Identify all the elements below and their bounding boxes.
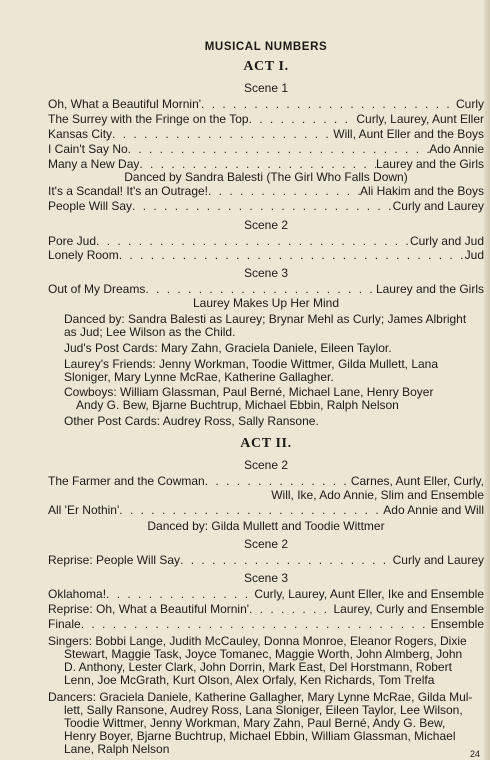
- dance-credit: Danced by: Gilda Mullett and Toodie Wittmer: [147, 519, 385, 533]
- song-row: [48, 234, 484, 248]
- song-title: Oklahoma!: [48, 587, 107, 601]
- other-post-cards: Other Post Cards: Audrey Ross, Sally Ransone.: [64, 414, 319, 428]
- dancers-line: Henry Boyer, Bjarne Buchtrup, Michael Ebbin, William Glassman, Michael: [64, 729, 456, 743]
- song-title: The Surrey with the Fringe on the Top: [48, 112, 249, 126]
- ballet-dancers-cont: as Jud; Lee Wilson as the Child.: [64, 325, 236, 339]
- song-title: Out of My Dreams: [48, 282, 146, 296]
- singers-line: Singers: Bobbi Lange, Judith McCauley, Donna Monroe, Eleanor Rogers, Dixie: [48, 634, 467, 648]
- song-performers: Carnes, Aunt Eller, Curly,: [350, 474, 484, 488]
- song-performers: Ado Annie and Will: [383, 503, 484, 517]
- ballet-dancers: Danced by: Sandra Balesti as Laurey; Brynar Mehl as Curly; James Albright: [64, 312, 467, 326]
- song-performers: Will, Aunt Eller and the Boys: [333, 127, 484, 141]
- song-title: Reprise: Oh, What a Beautiful Mornin': [48, 602, 250, 616]
- singers-line: Stewart, Maggie Task, Joyce Tomanec, Maggie Worth, John Almberg, John: [64, 647, 463, 661]
- song-performers: Curly and Laurey: [392, 199, 484, 213]
- page-edge: [484, 0, 490, 760]
- act-1-scene-3: Scene 3: [243, 266, 289, 280]
- song-row: [48, 248, 484, 262]
- song-row: [48, 282, 484, 296]
- song-performers-cont: Will, Ike, Ado Annie, Slim and Ensemble: [271, 488, 484, 502]
- act-1-scene-2: Scene 2: [243, 218, 289, 232]
- laureys-friends: Laurey's Friends: Jenny Workman, Toodie Wittmer, Gilda Mullett, Lana: [64, 357, 439, 371]
- song-performers: Ali Hakim and the Boys: [359, 184, 484, 198]
- page-number: 24: [470, 749, 481, 759]
- song-title: Lonely Room: [48, 248, 119, 262]
- song-performers: Laurey, Curly and Ensemble: [333, 602, 484, 616]
- song-title: The Farmer and the Cowman: [48, 474, 205, 488]
- song-row: [48, 553, 484, 567]
- song-row: [48, 587, 484, 601]
- song-row: [48, 184, 484, 198]
- song-row: [48, 474, 484, 488]
- song-title: Finale: [48, 617, 81, 631]
- act-2-scene-3: Scene 3: [243, 571, 289, 585]
- song-title: Kansas City: [48, 127, 113, 141]
- song-performers: Laurey and the Girls: [375, 157, 484, 171]
- song-title: All 'Er Nothin': [48, 503, 120, 517]
- song-title: People Will Say: [48, 199, 133, 213]
- cowboys-cont: Andy G. Bew, Bjarne Buchtrup, Michael Ebbin, Ralph Nelson: [76, 398, 399, 412]
- song-performers: Laurey and the Girls: [375, 282, 484, 296]
- act-2-scene-2b: Scene 2: [243, 537, 289, 551]
- act-2-scene-2: Scene 2: [243, 458, 289, 472]
- song-performers: Curly, Laurey, Aunt Eller: [356, 112, 484, 126]
- song-title: It's a Scandal! It's an Outrage!: [48, 184, 209, 198]
- song-title: Pore Jud: [48, 234, 97, 248]
- laureys-friends-cont: Sloniger, Mary Lynne McRae, Katherine Gallagher.: [64, 370, 334, 384]
- song-row: [48, 199, 484, 213]
- dancers-line: lett, Sally Ransone, Audrey Ross, Lana Sloniger, Eileen Taylor, Lee Wilson,: [64, 703, 463, 717]
- dance-credit: Danced by Sandra Balesti (The Girl Who Falls Down): [124, 170, 408, 184]
- song-performers: Curly, Laurey, Aunt Eller, Ike and Ensemble: [254, 587, 484, 601]
- song-row: [48, 503, 484, 517]
- act-1-scene-1: Scene 1: [243, 81, 289, 95]
- singers-line: Lenn, Joe McGrath, Kurt Olson, Alex Orfaly, Ken Richards, Tom Trelfa: [64, 673, 435, 687]
- dancers-line: Dancers: Graciela Daniele, Katherine Gallagher, Mary Lynne McRae, Gilda Mul-: [48, 690, 473, 704]
- song-title: Many a New Day: [48, 157, 140, 171]
- song-row: [48, 127, 484, 141]
- singers-line: D. Anthony, Lester Clark, John Dorrin, Mark East, Del Horstmann, Robert: [64, 660, 452, 674]
- song-performers: Curly and Jud: [409, 234, 484, 248]
- cowboys: Cowboys: William Glassman, Paul Berné, Michael Lane, Henry Boyer: [64, 385, 434, 399]
- act-1-heading: ACT I.: [243, 59, 289, 74]
- song-row: [48, 617, 484, 631]
- dancers-line: Toodie Wittmer, Jenny Workman, Mary Zahn, Paul Berné, Andy G. Bew,: [64, 716, 446, 730]
- song-performers: Jud: [464, 248, 484, 262]
- dancers-line: Lane, Ralph Nelson: [64, 742, 170, 756]
- song-row: [48, 157, 484, 171]
- song-row: [48, 602, 484, 616]
- act-2-heading: ACT II.: [240, 436, 292, 451]
- juds-post-cards: Jud's Post Cards: Mary Zahn, Graciela Daniele, Eileen Taylor.: [64, 341, 392, 355]
- song-performers: Curly: [455, 97, 484, 111]
- song-title: Reprise: People Will Say: [48, 553, 181, 567]
- song-row: [48, 112, 484, 126]
- song-row: [48, 142, 484, 156]
- page-title: MUSICAL NUMBERS: [204, 41, 328, 53]
- song-title: Oh, What a Beautiful Mornin': [48, 97, 202, 111]
- song-title: I Cain't Say No: [48, 142, 128, 156]
- ballet-title: Laurey Makes Up Her Mind: [192, 296, 340, 310]
- song-performers: Ado Annie: [429, 142, 484, 156]
- song-performers: Curly and Laurey: [392, 553, 484, 567]
- song-row: [48, 97, 484, 111]
- song-performers: Ensemble: [430, 617, 484, 631]
